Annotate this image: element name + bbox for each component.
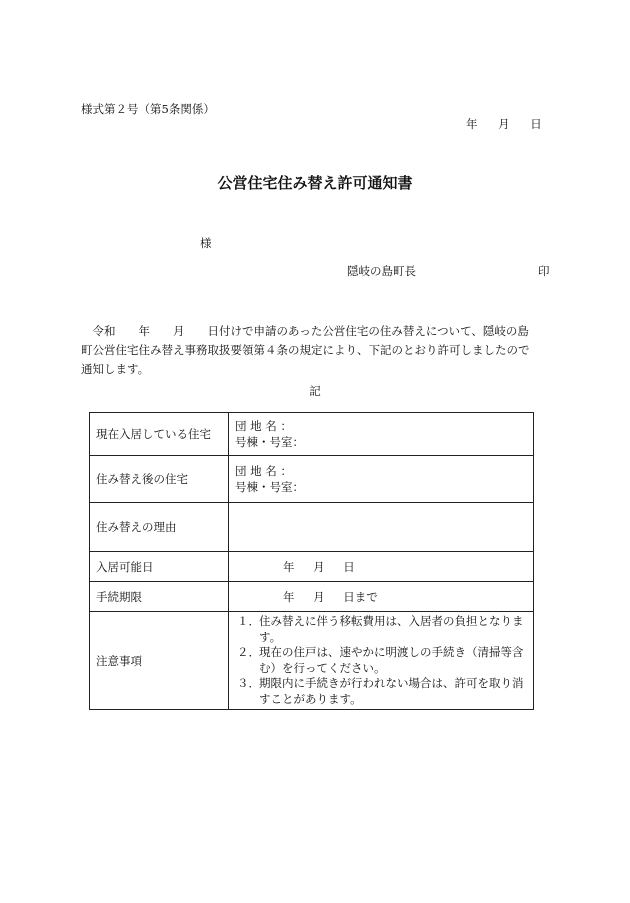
- issue-date-line: 年 月 日: [466, 117, 542, 131]
- current-residence-value: [229, 413, 534, 456]
- new-residence-label: 住み替え後の住宅: [90, 456, 229, 503]
- note-text: 期限内に手続きが行われない場合は、許可を取り消すことがあります。: [259, 676, 524, 706]
- notification-body: [81, 322, 547, 379]
- table-row: [90, 612, 534, 710]
- table-row: [90, 582, 534, 612]
- reason-label: 住み替えの理由: [90, 503, 229, 552]
- notes-label: 注意事項: [90, 612, 229, 710]
- issuer-name: 隠岐の島町長: [347, 264, 416, 278]
- seal-mark: 印: [538, 264, 550, 278]
- form-number: 様式第２号（第5条関係）: [81, 102, 215, 116]
- body-line: 令和 年 月 日付けで申請のあった公営住宅の住み替えについて、隠岐の島: [81, 324, 529, 338]
- body-line: 町公営住宅住み替え事務取扱要領第４条の規定により、下記のとおり許可しましたので: [81, 343, 530, 357]
- details-table: [89, 412, 534, 710]
- building-room-field: 号棟・号室：: [235, 435, 304, 449]
- table-row: [90, 413, 534, 456]
- move-in-date-text: 年 月 日: [283, 559, 355, 574]
- reason-value: [229, 503, 534, 552]
- table-row: [90, 456, 534, 503]
- move-in-date-value: [229, 552, 534, 582]
- new-residence-value: [229, 456, 534, 503]
- deadline-value: [229, 582, 534, 612]
- building-room-field: 号棟・号室：: [235, 480, 304, 494]
- current-residence-label: 現在入居している住宅: [90, 413, 229, 456]
- body-line: 通知します。: [81, 362, 150, 376]
- note-text: 住み替えに伴う移転費用は、入居者の負担となります。: [259, 614, 524, 644]
- deadline-label: 手続期限: [90, 582, 229, 612]
- deadline-text: 年 月 日まで: [283, 589, 378, 604]
- notes-list: [235, 612, 533, 709]
- complex-name-field: 団 地 名 ：: [235, 464, 292, 478]
- complex-name-field: 団 地 名 ：: [235, 419, 292, 433]
- table-row: [90, 503, 534, 552]
- note-item: [235, 676, 527, 707]
- note-number: １．: [237, 614, 260, 628]
- notes-value: [229, 612, 534, 710]
- addressee-honorific: 様: [200, 236, 212, 250]
- note-text: 現在の住戸は、速やかに明渡しの手続き（清掃等含む）を行ってください。: [259, 645, 524, 675]
- table-row: [90, 552, 534, 582]
- note-number: ２．: [237, 645, 260, 659]
- move-in-date-label: 入居可能日: [90, 552, 229, 582]
- note-item: [235, 614, 527, 645]
- ki-heading: 記: [309, 384, 321, 398]
- note-item: [235, 645, 527, 676]
- note-number: ３．: [237, 676, 260, 690]
- document-title: 公営住宅住み替え許可通知書: [217, 174, 413, 192]
